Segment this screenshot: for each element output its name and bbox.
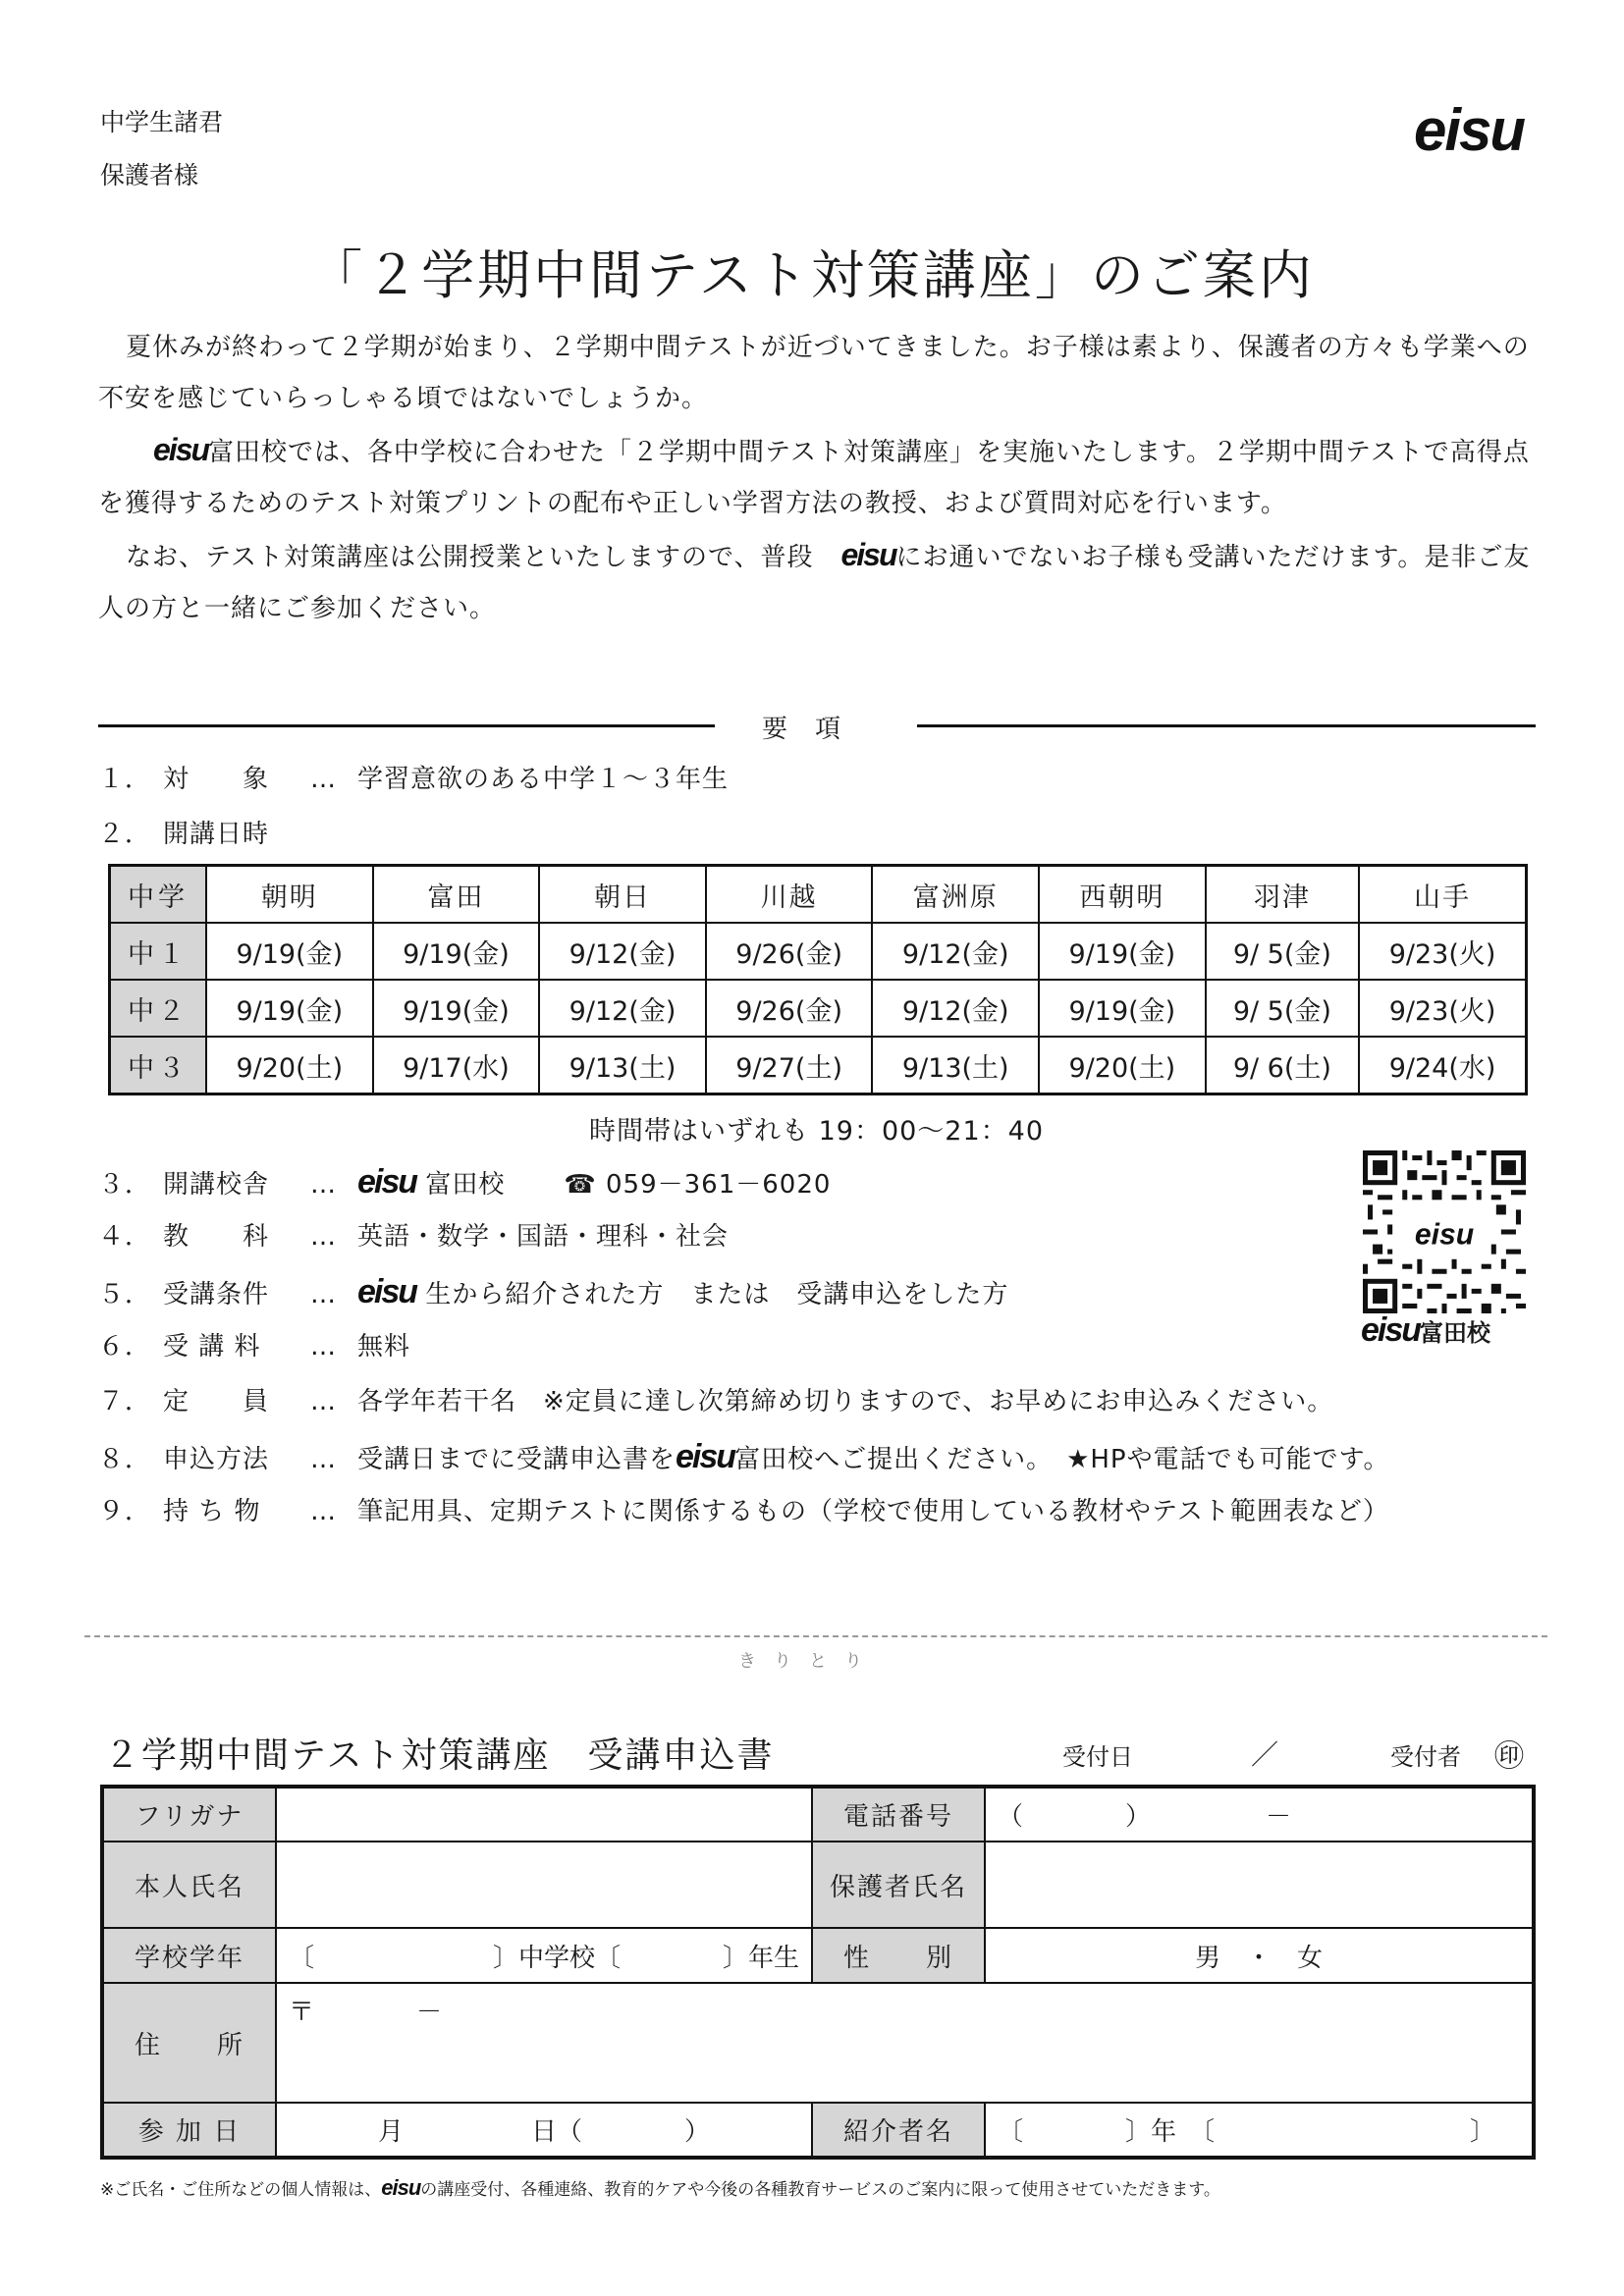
gender-label: 性 別 xyxy=(812,1928,985,1983)
brand-logo-inline: eisu xyxy=(1361,1311,1421,1349)
received-date-slash: ／ xyxy=(1251,1738,1279,1771)
item-value: 受講日までに受講申込書を xyxy=(357,1445,677,1474)
intro-paragraph-1: 夏休みが終わって２学期が始まり、２学期中間テストが近づいてきました。お子様は素より、保護者の方々も学業への不安を感じていらっしゃる頃ではないでしょうか。 xyxy=(98,333,1530,413)
schedule-date: 9/17(水) xyxy=(373,1037,540,1095)
item-label: 持 ち 物 xyxy=(163,1497,261,1526)
brand-logo-inline: eisu xyxy=(676,1438,735,1475)
privacy-footnote xyxy=(100,2175,1220,2201)
brand-logo-inline: eisu xyxy=(381,2175,421,2200)
form-row xyxy=(102,1928,1534,1983)
school-hazu: 羽津 xyxy=(1206,866,1359,924)
address-label: 住 所 xyxy=(102,1983,276,2103)
received-date-label: 受付日 xyxy=(1062,1743,1133,1771)
item-capacity xyxy=(98,1382,1333,1421)
schedule-date: 9/13(土) xyxy=(872,1037,1039,1095)
schedule-date: 9/19(金) xyxy=(206,980,373,1037)
phone-number: ☎ 059－361－6020 xyxy=(564,1170,832,1200)
form-row xyxy=(102,2103,1534,2158)
schedule-date: 9/19(金) xyxy=(373,980,540,1037)
school-nishi-asake: 西朝明 xyxy=(1039,866,1206,924)
qr-center-text: eisu xyxy=(1414,1218,1475,1252)
application-form xyxy=(100,1785,1536,2160)
brand-logo-inline: eisu xyxy=(153,432,209,467)
item-value: 無料 xyxy=(357,1332,411,1362)
schedule-date: 9/27(土) xyxy=(706,1037,873,1095)
intro-paragraph-3-b: にお通いでないお子様も受講いただけます。是非ご友人の方と一緒にご参加ください。 xyxy=(98,543,1531,623)
schedule-row-grade3 xyxy=(110,1037,1527,1095)
item-dots: … xyxy=(310,1222,337,1252)
brand-logo-inline: eisu xyxy=(357,1273,417,1310)
item-label: 申込方法 xyxy=(163,1445,270,1474)
school-tomisuhara: 富洲原 xyxy=(872,866,1039,924)
school-yamate: 山手 xyxy=(1359,866,1526,924)
item-schedule xyxy=(98,815,269,854)
section-label: 要項 xyxy=(762,715,869,744)
brand-logo-inline: eisu xyxy=(840,537,896,572)
intro-paragraph-2 xyxy=(98,424,1542,529)
gender-field[interactable]: 男 ・ 女 xyxy=(985,1928,1534,1983)
page-title: 「２学期中間テスト対策講座」のご案内 xyxy=(309,244,1315,306)
footnote-text: ※ご氏名・ご住所などの個人情報は、 xyxy=(100,2180,382,2200)
schedule-date: 9/26(金) xyxy=(706,923,873,980)
section-divider-right xyxy=(917,724,1536,727)
item-dots: … xyxy=(310,1280,337,1309)
seal-mark: ㊞ xyxy=(1494,1739,1524,1774)
schedule-date: 9/23(火) xyxy=(1359,923,1526,980)
item-dots: … xyxy=(310,765,337,794)
item-label: 受 講 料 xyxy=(163,1332,261,1362)
item-number: ２． xyxy=(98,820,152,849)
item-subjects xyxy=(98,1217,729,1256)
time-note: 時間帯はいずれも 19：00～21：40 xyxy=(589,1116,1045,1147)
item-value: 生から紹介された方 または 受講申込をした方 xyxy=(425,1280,1009,1309)
item-number: ８． xyxy=(98,1445,152,1474)
item-label: 定 員 xyxy=(163,1387,270,1416)
item-value: 富田校へご提出ください。 ★HPや電話でも可能です。 xyxy=(734,1445,1390,1474)
item-value: 筆記用具、定期テストに関係するもの（学校で使用している教材やテスト範囲表など） xyxy=(357,1497,1389,1526)
cut-label: きりとり xyxy=(738,1651,880,1672)
schedule-date: 9/ 5(金) xyxy=(1206,980,1359,1037)
qr-caption xyxy=(1361,1311,1490,1350)
intro-text xyxy=(98,322,1542,634)
schedule-date: 9/13(土) xyxy=(539,1037,706,1095)
item-label: 対 象 xyxy=(163,765,270,794)
receiver-label: 受付者 xyxy=(1390,1743,1461,1771)
qr-code[interactable] xyxy=(1363,1150,1526,1313)
item-belongings xyxy=(98,1492,1389,1531)
phone-field[interactable]: （ ） － xyxy=(985,1787,1534,1842)
form-row xyxy=(102,1787,1534,1842)
item-dots: … xyxy=(310,1170,337,1200)
cut-line xyxy=(84,1635,1547,1637)
schedule-date: 9/12(金) xyxy=(539,980,706,1037)
brand-logo-inline: eisu xyxy=(357,1163,417,1201)
address-field[interactable]: 〒 － xyxy=(276,1983,1534,2103)
item-fee xyxy=(98,1327,410,1366)
attend-date-field[interactable]: 月 日（ ） xyxy=(276,2103,812,2158)
guardian-label: 保護者氏名 xyxy=(812,1842,985,1928)
item-value: 富田校 xyxy=(425,1170,506,1200)
form-row xyxy=(102,1842,1534,1928)
schedule-date: 9/19(金) xyxy=(373,923,540,980)
furigana-label: フリガナ xyxy=(102,1787,276,1842)
schedule-date: 9/24(水) xyxy=(1359,1037,1526,1095)
school-tomida: 富田 xyxy=(373,866,540,924)
item-number: ４． xyxy=(98,1222,152,1252)
item-label: 開講日時 xyxy=(163,820,270,849)
grade-label: 中１ xyxy=(110,923,207,980)
brand-logo: eisu xyxy=(1414,97,1525,163)
item-number: ６． xyxy=(98,1332,152,1362)
schedule-date: 9/ 5(金) xyxy=(1206,923,1359,980)
grade-label: 中３ xyxy=(110,1037,207,1095)
item-number: １． xyxy=(98,765,152,794)
item-value: 英語・数学・国語・理科・社会 xyxy=(357,1222,730,1252)
schedule-date: 9/12(金) xyxy=(872,923,1039,980)
schedule-date: 9/19(金) xyxy=(206,923,373,980)
phone-label: 電話番号 xyxy=(812,1787,985,1842)
schedule-header-row xyxy=(110,866,1527,924)
item-value: 学習意欲のある中学１～３年生 xyxy=(357,765,730,794)
school-grade-field[interactable]: 〔 〕中学校〔 〕年生 xyxy=(276,1928,812,1983)
attend-date-label: 参 加 日 xyxy=(102,2103,276,2158)
referrer-label: 紹介者名 xyxy=(812,2103,985,2158)
item-target xyxy=(98,760,729,799)
item-dots: … xyxy=(310,1332,337,1362)
item-dots: … xyxy=(310,1497,337,1526)
item-label: 開講校舎 xyxy=(163,1170,270,1200)
name-label: 本人氏名 xyxy=(102,1842,276,1928)
form-row xyxy=(102,1983,1534,2103)
item-dots: … xyxy=(310,1387,337,1416)
item-number: ９． xyxy=(98,1497,152,1526)
school-asake: 朝明 xyxy=(206,866,373,924)
item-conditions xyxy=(98,1272,1008,1311)
school-grade-label: 学校学年 xyxy=(102,1928,276,1983)
item-dots: … xyxy=(310,1445,337,1474)
item-application xyxy=(98,1437,1390,1476)
section-divider-left xyxy=(98,724,715,727)
guardian-field[interactable] xyxy=(985,1842,1534,1928)
schedule-row-grade1 xyxy=(110,923,1527,980)
item-value: 各学年若干名 ※定員に達し次第締め切りますので、お早めにお申込みください。 xyxy=(357,1387,1334,1416)
schedule-date: 9/ 6(土) xyxy=(1206,1037,1359,1095)
schedule-date: 9/12(金) xyxy=(539,923,706,980)
intro-paragraph-3 xyxy=(98,529,1542,634)
school-asahi: 朝日 xyxy=(539,866,706,924)
grade-label: 中２ xyxy=(110,980,207,1037)
item-number: ５． xyxy=(98,1280,152,1309)
schedule-date: 9/20(土) xyxy=(206,1037,373,1095)
school-kawagoe: 川越 xyxy=(706,866,873,924)
schedule-date: 9/12(金) xyxy=(872,980,1039,1037)
item-label: 受講条件 xyxy=(163,1280,270,1309)
schedule-header-label: 中学 xyxy=(110,866,207,924)
schedule-date: 9/20(土) xyxy=(1039,1037,1206,1095)
footnote-text: の講座受付、各種連絡、教育的ケアや今後の各種教育サービスのご案内に限って使用させていただきます。 xyxy=(420,2180,1220,2200)
recipient-guardians: 保護者様 xyxy=(100,161,199,189)
schedule-date: 9/23(火) xyxy=(1359,980,1526,1037)
form-title: ２学期中間テスト対策講座 受講申込書 xyxy=(104,1735,775,1776)
qr-caption-text: 富田校 xyxy=(1420,1319,1491,1347)
item-number: ３． xyxy=(98,1170,152,1200)
schedule-date: 9/26(金) xyxy=(706,980,873,1037)
name-field[interactable] xyxy=(276,1842,812,1928)
schedule-row-grade2 xyxy=(110,980,1527,1037)
item-venue xyxy=(98,1162,831,1201)
schedule-date: 9/19(金) xyxy=(1039,923,1206,980)
schedule-table xyxy=(108,864,1528,1095)
intro-paragraph-3-a: なお、テスト対策講座は公開授業といたしますので、普段 xyxy=(126,543,814,572)
schedule-date: 9/19(金) xyxy=(1039,980,1206,1037)
recipient-students: 中学生諸君 xyxy=(100,108,224,136)
item-number: ７． xyxy=(98,1387,152,1416)
referrer-field[interactable]: 〔 〕年 〔 〕 xyxy=(985,2103,1534,2158)
intro-paragraph-2-text: 富田校では、各中学校に合わせた「２学期中間テスト対策講座」を実施いたします。２学期中間テストで高得点を獲得するためのテスト対策プリントの配布や正しい学習方法の教授、および質問対応を行います。 xyxy=(98,438,1530,518)
item-label: 教 科 xyxy=(163,1222,270,1252)
furigana-field[interactable] xyxy=(276,1787,812,1842)
